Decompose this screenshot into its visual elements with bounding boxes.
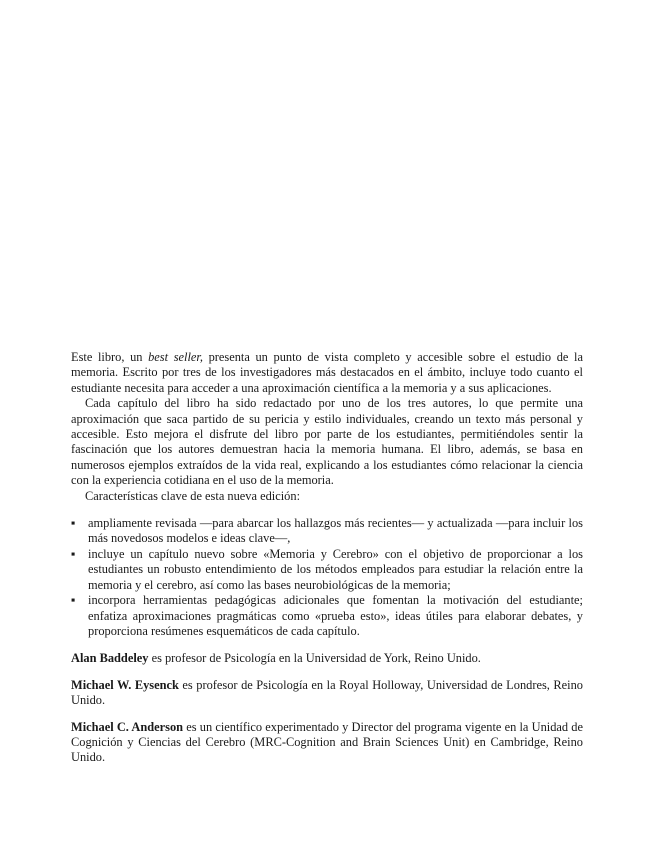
- author-bio-anderson: [71, 720, 583, 766]
- author-bio-eysenck: [71, 678, 583, 709]
- feature-text: ampliamente revisada —para abarcar los hallazgos más recientes— y actualizada —para incluir los más novedosos modelos e ideas clave—,: [88, 516, 583, 546]
- intro-prefix: Este libro, un: [71, 350, 149, 364]
- author-name: Michael W. Eysenck: [71, 677, 179, 692]
- author-name: Alan Baddeley: [71, 651, 149, 666]
- intro-emphasis: best seller,: [148, 350, 203, 364]
- feature-text: incorpora herramientas pedagógicas adicionales que fomentan la motivación del estudiante; enfatiza aproximaciones pragmáticas como «prueba esto», ideas útiles para elaborar debates, y proporciona resúmenes esquemáticos de cada capítulo.: [88, 593, 583, 638]
- intro-rest: presenta un punto de vista completo y accesible sobre el estudio de la memoria. Escrito por tres de los investigadores más destacados en el ámbito, incluye todo cuanto el estudiante necesita para acceder a una aproximación científica a la memoria y a sus aplicaciones.: [71, 350, 583, 395]
- back-cover-text: [71, 350, 583, 766]
- features-list: [71, 516, 583, 639]
- feature-item: [71, 516, 583, 547]
- author-bio-text: es profesor de Psicología en la Universidad de York, Reino Unido.: [148, 651, 481, 666]
- author-name: Michael C. Anderson: [71, 719, 184, 734]
- author-bio-text: es un científico experimentado y Director del programa vigente en la Unidad de Cognición y Ciencias del Cerebro (MRC-Cognition and Brain Sciences Unit) en Cambridge, Reino Unido.: [71, 719, 583, 765]
- bullet-icon: ▪: [71, 516, 76, 531]
- bullet-icon: ▪: [71, 546, 76, 561]
- author-bio-baddeley: [71, 651, 583, 666]
- feature-item: [71, 593, 583, 639]
- description-paragraph: Cada capítulo del libro ha sido redactado por uno de los tres autores, lo que permite una aproximación que saca partido de su pericia y estilo individuales, creando un texto más personal y accesible. Esto mejora el disfrute del libro por parte de los estudiantes, permitiéndoles sentir la fascinación que los autores demuestran hacia la memoria humana. El libro, además, se basa en numerosos ejemplos extraídos de la vida real, explicando a los estudiantes cómo relacionar la ciencia con la experiencia cotidiana en el uso de la memoria.: [71, 396, 583, 488]
- bullet-icon: ▪: [71, 593, 76, 608]
- feature-text: incluye un capítulo nuevo sobre «Memoria y Cerebro» con el objetivo de proporcionar a los estudiantes un robusto entendimiento de los métodos empleados para estudiar la relación entre la memoria y el cerebro, así como las bases neurobiológicas de la memoria;: [88, 546, 583, 592]
- intro-paragraph: [71, 350, 583, 396]
- features-heading: Características clave de esta nueva edición:: [85, 488, 301, 503]
- author-bio-text: es profesor de Psicología en la Royal Holloway, Universidad de Londres, Reino Unido.: [71, 677, 584, 708]
- feature-item: [71, 547, 583, 593]
